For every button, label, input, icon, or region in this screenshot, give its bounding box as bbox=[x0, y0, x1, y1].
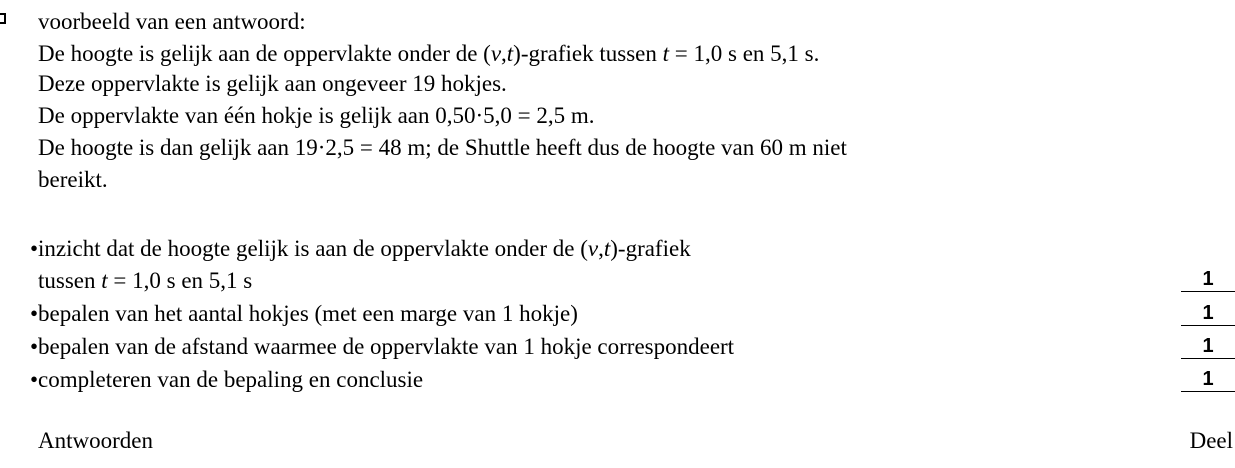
answer-line-2: Deze oppervlakte is gelijk aan ongeveer 19 hokjes. bbox=[38, 71, 507, 96]
criterion-1-continued: tussen t = 1,0 s en 5,1 s bbox=[38, 268, 253, 293]
criterion-2-text: bepalen van het aantal hokjes (met een marge van 1 hokje) bbox=[38, 301, 578, 326]
score-3: 1 bbox=[1181, 334, 1235, 359]
criterion-1-text-a: inzicht dat de hoogte gelijk is aan de oppervlakte onder de (v,t)-grafiek bbox=[38, 236, 691, 261]
answer-heading: voorbeeld van een antwoord: bbox=[38, 9, 306, 34]
criterion-3-text: bepalen van de afstand waarmee de oppervlakte van 1 hokje correspondeert bbox=[38, 334, 735, 359]
criterion-4-text: completeren van de bepaling en conclusie bbox=[38, 367, 424, 392]
criterion-1 bbox=[30, 235, 691, 263]
bullet-icon: • bbox=[30, 367, 39, 392]
footer-right: Deel bbox=[1189, 428, 1233, 453]
bullet-icon: • bbox=[30, 301, 39, 326]
score-4: 1 bbox=[1181, 367, 1235, 392]
score-2: 1 bbox=[1181, 301, 1235, 326]
bullet-icon: • bbox=[30, 334, 39, 359]
criterion-4 bbox=[30, 366, 423, 394]
bullet-icon: • bbox=[30, 236, 39, 261]
criterion-3 bbox=[30, 333, 734, 361]
answer-line-1: De hoogte is gelijk aan de oppervlakte onder de (v,t)-grafiek tussen t = 1,0 s en 5,1 s. bbox=[38, 41, 820, 66]
score-1: 1 bbox=[1181, 267, 1235, 292]
footer-left: Antwoorden bbox=[38, 428, 153, 453]
answer-line-4: De hoogte is dan gelijk aan 19·2,5 = 48 m; de Shuttle heeft dus de hoogte van 60 m niet bbox=[38, 135, 847, 160]
answer-line-3: De oppervlakte van één hokje is gelijk aan 0,50·5,0 = 2,5 m. bbox=[38, 103, 595, 128]
checkbox-icon bbox=[0, 13, 6, 24]
criterion-2 bbox=[30, 300, 578, 328]
answer-line-5: bereikt. bbox=[38, 167, 108, 192]
